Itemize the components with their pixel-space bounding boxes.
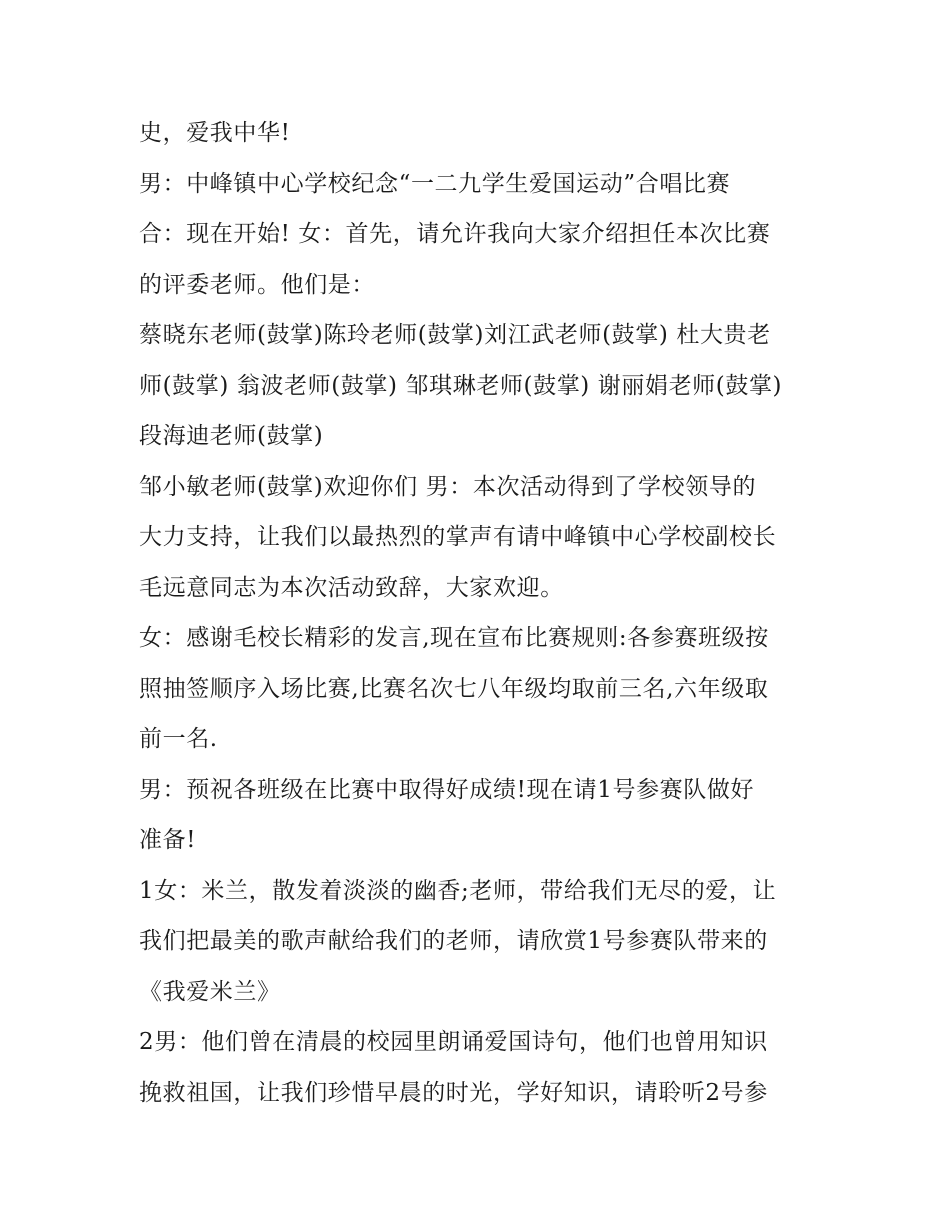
text-line: 合：现在开始! 女：首先，请允许我向大家介绍担任本次比赛 <box>139 221 771 247</box>
text-line: 前一名. <box>139 726 218 752</box>
text-line: 男：中峰镇中心学校纪念“一二九学生爱国运动”合唱比赛 <box>139 170 731 197</box>
text-line: 段海迪老师(鼓掌) <box>139 423 324 449</box>
text-line: 挽救祖国，让我们珍惜早晨的时光，学好知识，请聆听2号参 <box>139 1079 768 1106</box>
text-line: 大力支持，让我们以最热烈的掌声有请中峰镇中心学校副校长 <box>139 524 777 550</box>
text-line: 蔡晓东老师(鼓掌)陈玲老师(鼓掌)刘江武老师(鼓掌) 杜大贵老 <box>139 322 771 348</box>
text-line: 史，爱我中华! <box>139 120 291 146</box>
text-line: 师(鼓掌) 翁波老师(鼓掌) 邹琪琳老师(鼓掌) 谢丽娟老师(鼓掌) <box>139 372 783 399</box>
text-line: 男：预祝各班级在比赛中取得好成绩!现在请1号参赛队做好 <box>139 776 755 803</box>
text-line: 毛远意同志为本次活动致辞，大家欢迎。 <box>139 574 564 601</box>
text-line: 的评委老师。他们是： <box>139 271 375 298</box>
text-line: 女：感谢毛校长精彩的发言,现在宣布比赛规则:各参赛班级按 <box>139 625 769 651</box>
text-line: 准备! <box>139 827 197 853</box>
text-line: 邹小敏老师(鼓掌)欢迎你们 男：本次活动得到了学校领导的 <box>139 473 757 500</box>
document-body <box>139 108 819 1118</box>
text-line: 1女：米兰，散发着淡淡的幽香;老师，带给我们无尽的爱，让 <box>139 877 777 904</box>
text-line: 我们把最美的歌声献给我们的老师，请欣赏1号参赛队带来的 <box>139 928 768 954</box>
text-line: 2男：他们曾在清晨的校园里朗诵爱国诗句，他们也曾用知识 <box>139 1029 768 1055</box>
text-line: 照抽签顺序入场比赛,比赛名次七八年级均取前三名,六年级取 <box>139 675 769 702</box>
text-line: 《我爱米兰》 <box>139 978 281 1005</box>
